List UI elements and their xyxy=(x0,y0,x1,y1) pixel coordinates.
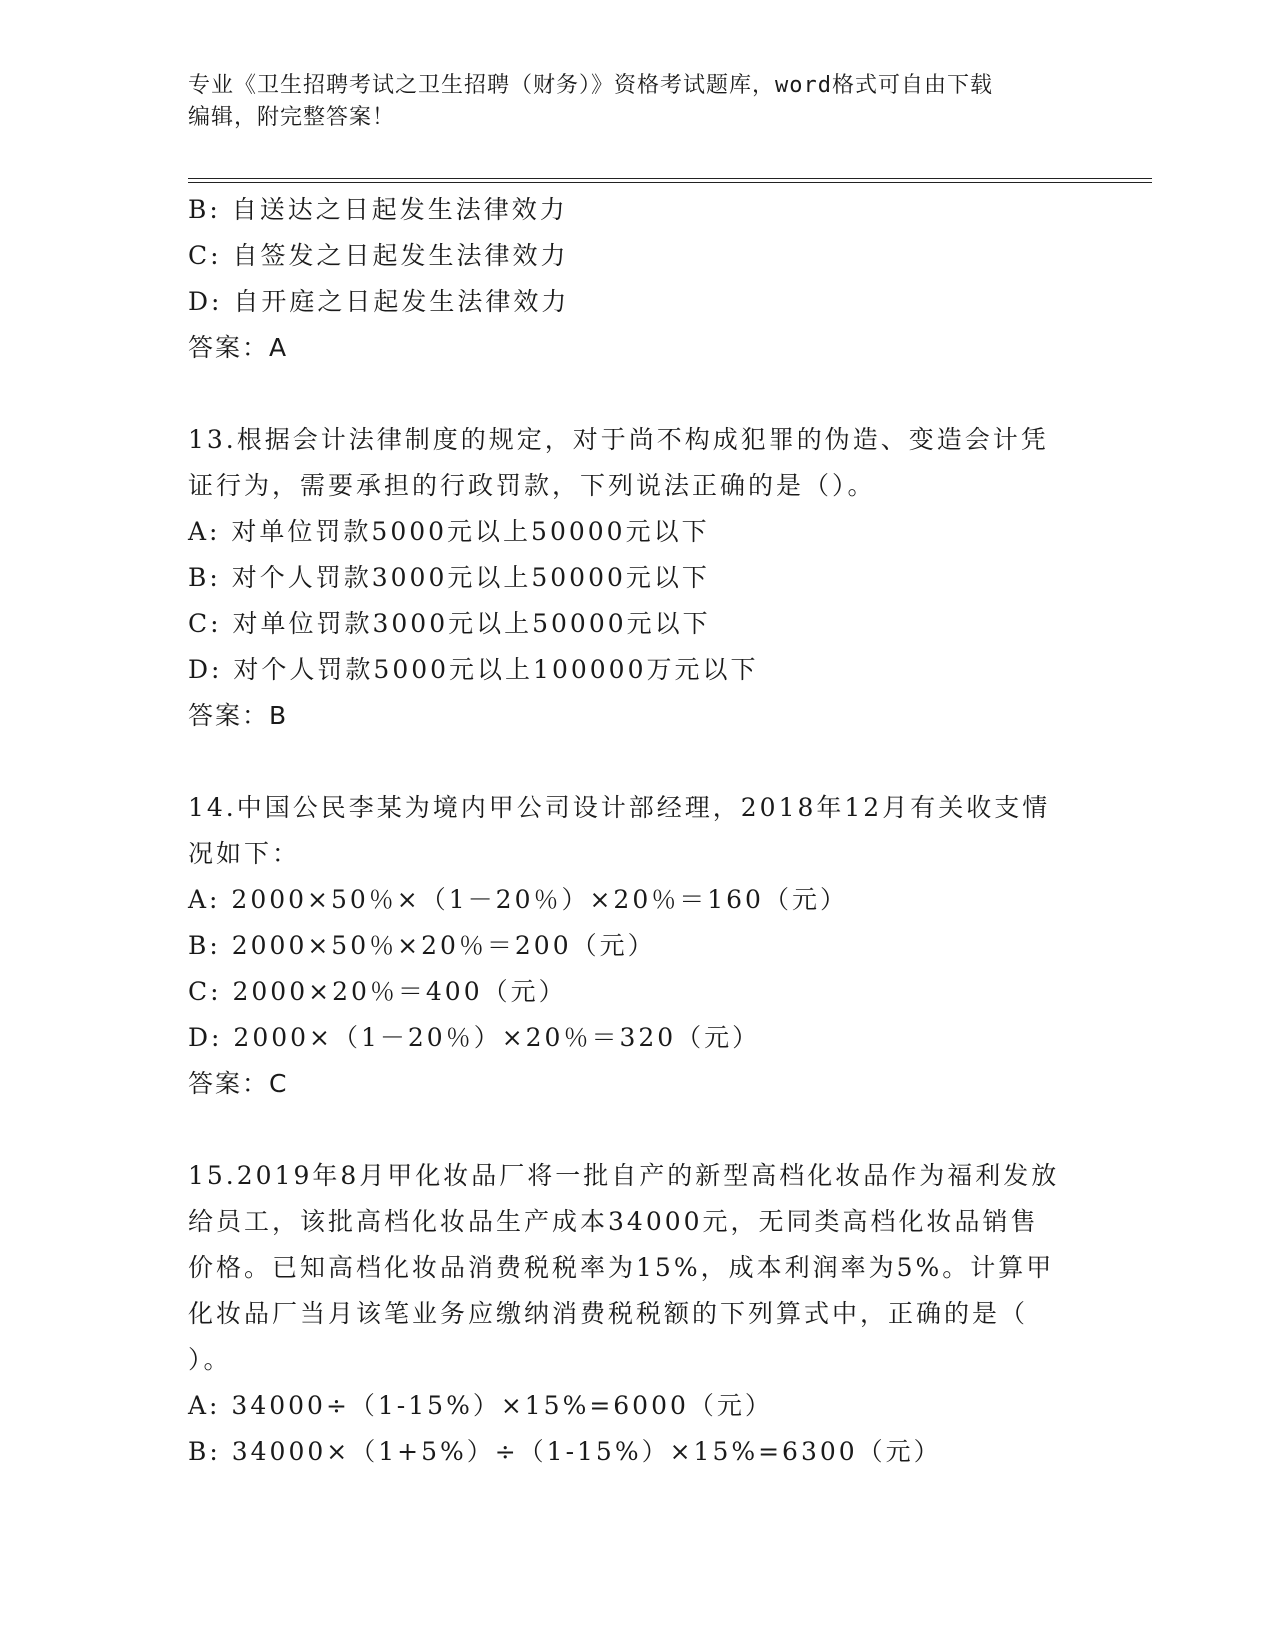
stem-line: 13.根据会计法律制度的规定，对于尚不构成犯罪的伪造、变造会计凭 xyxy=(188,425,1049,454)
header-line-1: 专业《卫生招聘考试之卫生招聘（财务）》资格考试题库，word格式可自由下载 xyxy=(188,73,993,98)
question-content xyxy=(188,187,1088,1475)
option-b: B: 对个人罚款3000元以上50000元以下 xyxy=(188,563,710,592)
stem-line: 况如下： xyxy=(188,839,301,868)
option-a: A: 对单位罚款5000元以上50000元以下 xyxy=(188,517,710,546)
option-b: B: 2000×50％×20％＝200（元） xyxy=(188,931,656,960)
question-12 xyxy=(188,187,1088,371)
option-b: B: 34000×（1+5%）÷（1-15%）×15%=6300（元） xyxy=(188,1437,942,1466)
answer: 答案：C xyxy=(188,1069,289,1098)
stem-line: 证行为，需要承担的行政罚款，下列说法正确的是（）。 xyxy=(188,471,876,500)
question-stem xyxy=(188,417,1088,509)
answer: 答案：A xyxy=(188,333,289,362)
stem-line: 14.中国公民李某为境内甲公司设计部经理，2018年12月有关收支情 xyxy=(188,793,1051,822)
document-header xyxy=(188,70,1088,134)
answer: 答案：B xyxy=(188,701,289,730)
option-d: D: 自开庭之日起发生法律效力 xyxy=(188,287,570,316)
stem-line: ）。 xyxy=(188,1345,232,1374)
option-c: C: 自签发之日起发生法律效力 xyxy=(188,241,569,270)
question-14 xyxy=(188,785,1088,1107)
question-stem xyxy=(188,1153,1088,1383)
stem-line: 给员工，该批高档化妆品生产成本34000元，无同类高档化妆品销售 xyxy=(188,1207,1039,1236)
option-a: A: 2000×50％×（1－20％）×20％＝160（元） xyxy=(188,885,848,914)
question-stem xyxy=(188,785,1088,877)
option-c: C: 2000×20％＝400（元） xyxy=(188,977,567,1006)
question-13 xyxy=(188,417,1088,739)
header-divider xyxy=(188,178,1152,183)
stem-line: 化妆品厂当月该笔业务应缴纳消费税税额的下列算式中，正确的是（ xyxy=(188,1299,1029,1328)
option-d: D: 2000×（1－20％）×20％＝320（元） xyxy=(188,1023,761,1052)
stem-line: 15.2019年8月甲化妆品厂将一批自产的新型高档化妆品作为福利发放 xyxy=(188,1161,1060,1190)
option-c: C: 对单位罚款3000元以上50000元以下 xyxy=(188,609,711,638)
option-d: D: 对个人罚款5000元以上100000万元以下 xyxy=(188,655,759,684)
stem-line: 价格。已知高档化妆品消费税税率为15%，成本利润率为5%。计算甲 xyxy=(188,1253,1055,1282)
option-a: A: 34000÷（1-15%）×15%=6000（元） xyxy=(188,1391,773,1420)
option-b: B: 自送达之日起发生法律效力 xyxy=(188,195,568,224)
question-15 xyxy=(188,1153,1088,1475)
header-line-2: 编辑，附完整答案！ xyxy=(188,105,396,130)
